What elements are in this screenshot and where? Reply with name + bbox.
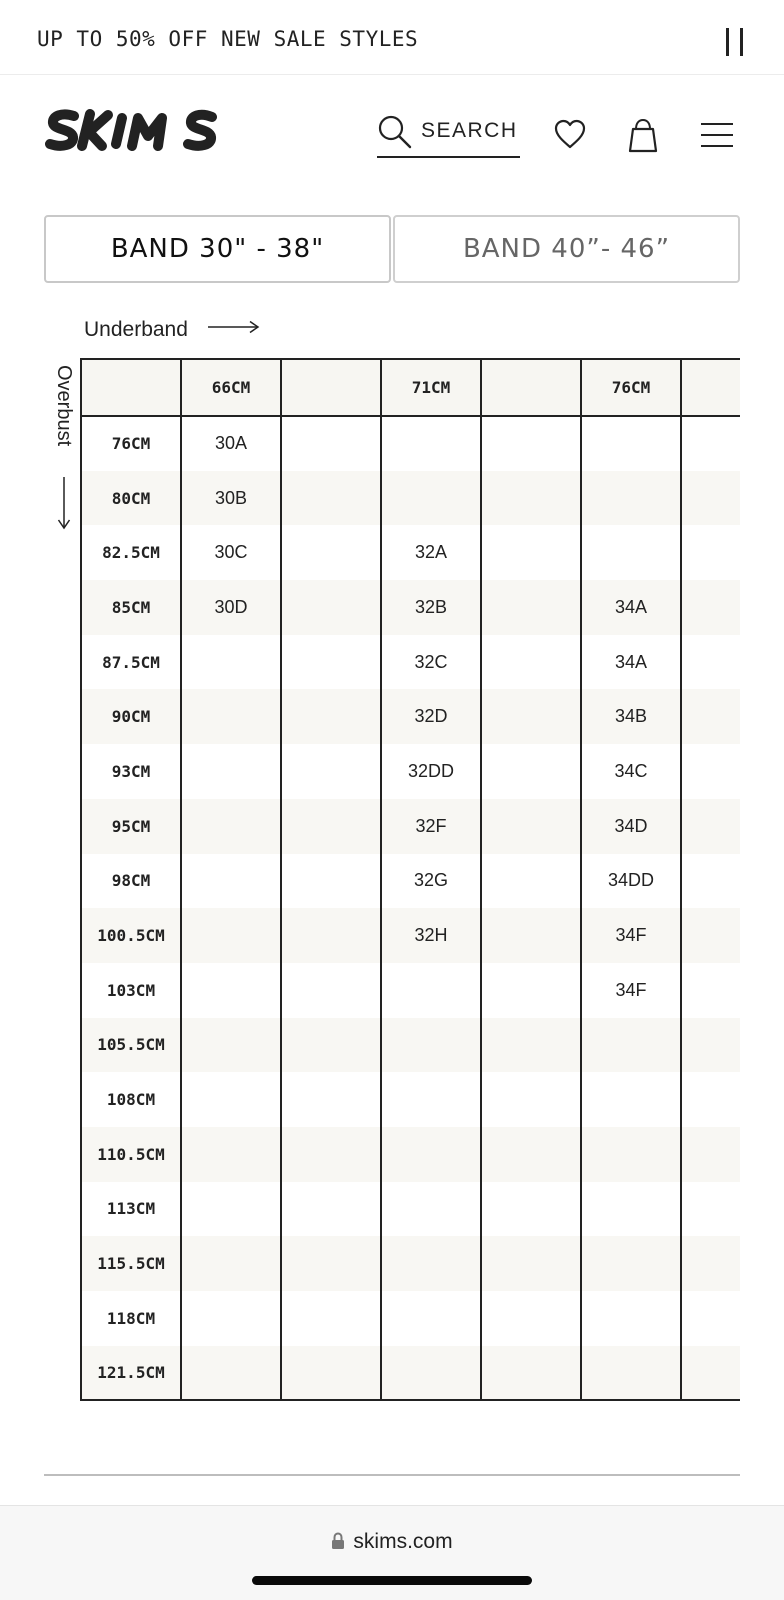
size-cell <box>181 744 281 799</box>
size-cell <box>281 635 381 690</box>
size-cell <box>581 471 681 526</box>
size-cell <box>181 1018 281 1073</box>
size-cell <box>681 908 740 963</box>
size-cell <box>681 1182 740 1237</box>
overbust-row-label: 82.5CM <box>81 525 181 580</box>
column-header: 76CM <box>581 359 681 416</box>
size-cell <box>681 525 740 580</box>
table-row <box>81 1346 740 1401</box>
underband-text: Underband <box>84 318 188 341</box>
size-cell: 34F <box>581 908 681 963</box>
size-cell: 32H <box>381 908 481 963</box>
arrow-down-icon <box>52 477 76 531</box>
size-cell <box>281 1291 381 1346</box>
search-label: SEARCH <box>421 119 518 142</box>
home-indicator[interactable] <box>252 1576 532 1585</box>
promo-text[interactable]: UP TO 50% OFF NEW SALE STYLES <box>37 27 419 51</box>
size-cell <box>481 1236 581 1291</box>
table-row <box>81 689 740 744</box>
size-cell: 34F <box>581 963 681 1018</box>
column-header <box>681 359 740 416</box>
size-cell: 34D <box>581 799 681 854</box>
size-cell: 32D <box>381 689 481 744</box>
overbust-row-label: 105.5CM <box>81 1018 181 1073</box>
size-cell <box>181 963 281 1018</box>
search-icon <box>377 114 413 150</box>
bag-button[interactable] <box>626 117 660 158</box>
overbust-row-label: 93CM <box>81 744 181 799</box>
size-cell <box>581 525 681 580</box>
size-cell <box>681 416 740 471</box>
overbust-row-label: 95CM <box>81 799 181 854</box>
size-cell: 34C <box>581 744 681 799</box>
size-cell <box>281 1072 381 1127</box>
size-cell <box>681 799 740 854</box>
size-cell: 32DD <box>381 744 481 799</box>
size-cell <box>481 689 581 744</box>
overbust-row-label: 98CM <box>81 854 181 909</box>
size-cell <box>181 799 281 854</box>
overbust-row-label: 100.5CM <box>81 908 181 963</box>
size-cell <box>481 1072 581 1127</box>
tab-band-40-46[interactable]: BAND 40”- 46” <box>393 215 740 283</box>
overbust-row-label: 108CM <box>81 1072 181 1127</box>
table-row <box>81 525 740 580</box>
size-cell <box>381 1018 481 1073</box>
size-cell <box>481 1018 581 1073</box>
size-cell <box>281 1346 381 1401</box>
size-cell <box>481 744 581 799</box>
table-row <box>81 1072 740 1127</box>
size-cell <box>281 799 381 854</box>
size-chart[interactable] <box>80 358 740 1401</box>
table-row <box>81 416 740 471</box>
size-cell <box>681 1291 740 1346</box>
overbust-row-label: 85CM <box>81 580 181 635</box>
table-row <box>81 635 740 690</box>
size-cell <box>381 1127 481 1182</box>
overbust-row-label: 90CM <box>81 689 181 744</box>
overbust-row-label: 103CM <box>81 963 181 1018</box>
size-cell: 34B <box>581 689 681 744</box>
column-header <box>81 359 181 416</box>
size-cell <box>381 1072 481 1127</box>
size-cell <box>281 525 381 580</box>
size-cell <box>681 963 740 1018</box>
size-cell <box>481 416 581 471</box>
skims-logo[interactable] <box>44 108 220 159</box>
size-cell: 32A <box>381 525 481 580</box>
search-field[interactable] <box>377 112 520 158</box>
table-row <box>81 1127 740 1182</box>
size-cell <box>281 1182 381 1237</box>
size-cell <box>481 963 581 1018</box>
column-header <box>281 359 381 416</box>
size-cell: 34DD <box>581 854 681 909</box>
menu-button[interactable] <box>700 122 734 153</box>
size-cell <box>281 1236 381 1291</box>
size-cell <box>181 1072 281 1127</box>
size-cell: 34A <box>581 635 681 690</box>
size-cell <box>581 1346 681 1401</box>
overbust-row-label: 121.5CM <box>81 1346 181 1401</box>
overbust-row-label: 110.5CM <box>81 1127 181 1182</box>
size-cell <box>181 689 281 744</box>
table-row <box>81 580 740 635</box>
size-cell <box>181 854 281 909</box>
size-cell <box>281 580 381 635</box>
size-cell <box>281 744 381 799</box>
size-cell <box>281 689 381 744</box>
size-cell <box>281 1127 381 1182</box>
size-cell: 32C <box>381 635 481 690</box>
overbust-row-label: 118CM <box>81 1291 181 1346</box>
table-row <box>81 1182 740 1237</box>
table-row <box>81 1236 740 1291</box>
size-cell <box>481 471 581 526</box>
size-cell <box>581 1018 681 1073</box>
size-cell <box>681 1346 740 1401</box>
size-cell <box>281 1018 381 1073</box>
size-cell: 30D <box>181 580 281 635</box>
size-cell: 34A <box>581 580 681 635</box>
size-cell <box>481 854 581 909</box>
size-cell <box>481 1291 581 1346</box>
overbust-row-label: 115.5CM <box>81 1236 181 1291</box>
size-cell <box>281 416 381 471</box>
lock-icon <box>331 1532 345 1550</box>
heart-icon <box>553 118 587 150</box>
size-cell <box>181 1346 281 1401</box>
size-cell <box>281 908 381 963</box>
size-cell <box>681 1236 740 1291</box>
tab-band-30-38[interactable]: BAND 30" - 38" <box>44 215 391 283</box>
overbust-row-label: 113CM <box>81 1182 181 1237</box>
size-cell <box>481 908 581 963</box>
size-cell <box>381 1236 481 1291</box>
size-cell <box>281 854 381 909</box>
size-cell <box>481 1182 581 1237</box>
size-cell <box>381 471 481 526</box>
size-cell <box>381 1346 481 1401</box>
size-cell <box>281 963 381 1018</box>
size-cell <box>481 799 581 854</box>
overbust-row-label: 87.5CM <box>81 635 181 690</box>
size-cell <box>181 1127 281 1182</box>
size-cell <box>681 1127 740 1182</box>
overbust-text: Overbust <box>53 365 75 447</box>
size-cell <box>681 1018 740 1073</box>
size-cell <box>181 635 281 690</box>
size-cell <box>681 580 740 635</box>
size-cell <box>481 1127 581 1182</box>
section-divider <box>44 1474 740 1476</box>
table-row <box>81 854 740 909</box>
size-cell <box>181 1236 281 1291</box>
size-cell <box>181 1291 281 1346</box>
size-cell <box>581 416 681 471</box>
browser-address-bar[interactable] <box>0 1505 784 1600</box>
size-cell <box>681 1072 740 1127</box>
size-cell <box>381 1291 481 1346</box>
table-row <box>81 1018 740 1073</box>
size-cell <box>381 416 481 471</box>
header-row <box>81 359 740 416</box>
size-cell <box>181 1182 281 1237</box>
size-cell: 32G <box>381 854 481 909</box>
promo-banner[interactable] <box>0 0 784 75</box>
size-cell <box>481 525 581 580</box>
arrow-right-icon <box>208 320 260 334</box>
size-cell <box>381 963 481 1018</box>
underband-label <box>84 318 260 342</box>
table-row <box>81 1291 740 1346</box>
wishlist-button[interactable] <box>553 118 587 155</box>
bag-icon <box>626 117 660 153</box>
size-chart-table <box>80 358 740 1401</box>
overbust-row-label: 76CM <box>81 416 181 471</box>
size-cell: 30A <box>181 416 281 471</box>
size-cell <box>581 1182 681 1237</box>
size-cell <box>181 908 281 963</box>
table-row <box>81 908 740 963</box>
table-row <box>81 471 740 526</box>
size-cell <box>681 471 740 526</box>
size-cell: 30C <box>181 525 281 580</box>
pause-icon[interactable] <box>726 28 750 58</box>
size-cell <box>281 471 381 526</box>
size-cell <box>581 1291 681 1346</box>
size-cell: 30B <box>181 471 281 526</box>
size-cell: 32F <box>381 799 481 854</box>
size-cell <box>681 635 740 690</box>
size-cell <box>681 854 740 909</box>
size-cell <box>581 1236 681 1291</box>
band-tabs <box>44 215 740 283</box>
column-header: 66CM <box>181 359 281 416</box>
table-row <box>81 744 740 799</box>
size-cell <box>481 1346 581 1401</box>
size-cell <box>581 1127 681 1182</box>
size-cell <box>381 1182 481 1237</box>
url-display[interactable] <box>0 1530 784 1554</box>
size-cell <box>681 689 740 744</box>
size-cell: 32B <box>381 580 481 635</box>
menu-icon <box>700 122 734 148</box>
overbust-label <box>52 365 76 535</box>
size-cell <box>581 1072 681 1127</box>
table-row <box>81 799 740 854</box>
column-header: 71CM <box>381 359 481 416</box>
size-cell <box>481 635 581 690</box>
overbust-row-label: 80CM <box>81 471 181 526</box>
size-cell <box>681 744 740 799</box>
column-header <box>481 359 581 416</box>
size-cell <box>481 580 581 635</box>
url-text: skims.com <box>353 1530 453 1553</box>
table-row <box>81 963 740 1018</box>
